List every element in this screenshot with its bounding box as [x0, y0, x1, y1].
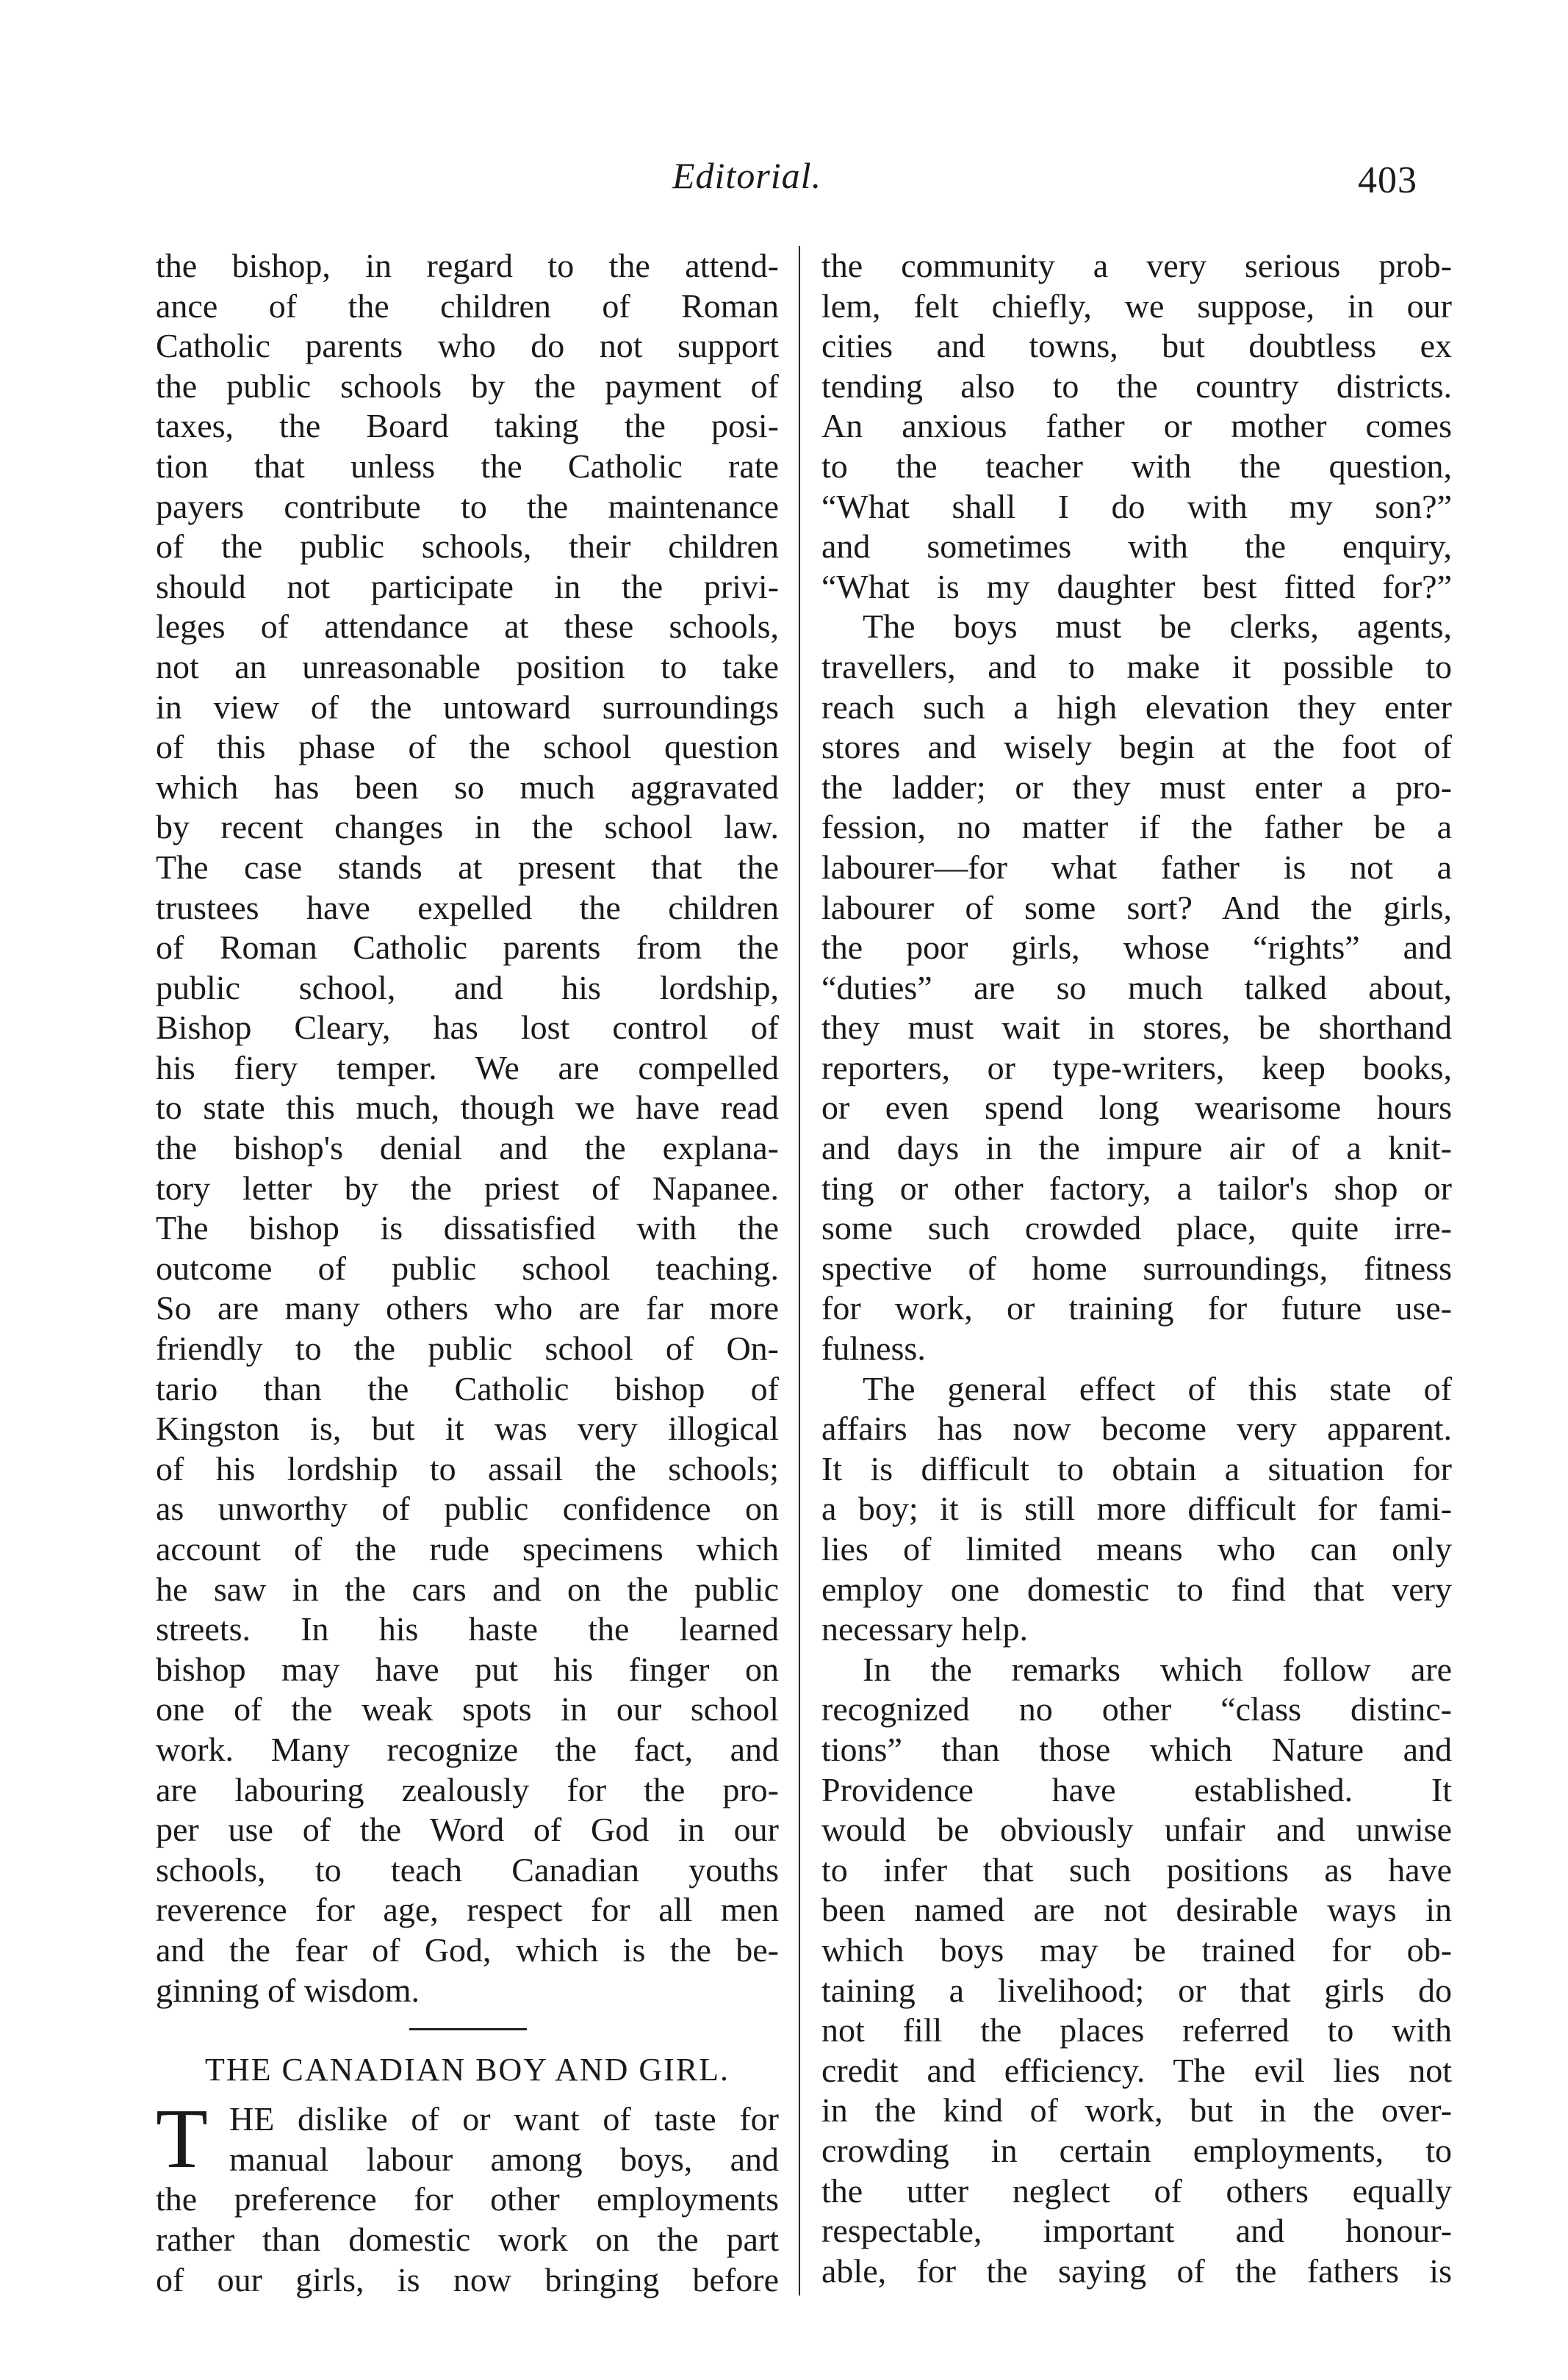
paragraph: [821, 607, 1452, 1368]
text-line: trustees have expelled the children: [156, 888, 779, 926]
text-line: lies of limited means who can only: [821, 1530, 1452, 1568]
text-line: Bishop Cleary, has lost control of: [156, 1009, 779, 1047]
text-line: HE dislike of or want of taste for: [229, 2100, 779, 2138]
text-line: of this phase of the school question: [156, 728, 779, 766]
text-line: or even spend long wearisome hours: [821, 1089, 1452, 1127]
text-line: not an unreasonable position to take: [156, 647, 779, 685]
left-column: [156, 246, 779, 2300]
text-line: for work, or training for future use-: [821, 1289, 1452, 1327]
text-line: to the teacher with the question,: [821, 447, 1452, 485]
text-line: taxes, the Board taking the posi-: [156, 407, 779, 445]
text-line: the public schools by the payment of: [156, 367, 779, 405]
text-line: a boy; it is still more difficult for fami-: [821, 1490, 1452, 1528]
text-line: lem, felt chiefly, we suppose, in our: [821, 286, 1452, 325]
text-line: able, for the saying of the fathers is: [821, 2251, 1452, 2290]
text-line: credit and efficiency. The evil lies not: [821, 2051, 1452, 2089]
right-column: [821, 246, 1452, 2291]
text-line: ance of the children of Roman: [156, 286, 779, 325]
text-line: rather than domestic work on the part: [156, 2220, 779, 2258]
text-line: Catholic parents who do not support: [156, 327, 779, 365]
text-line: ginning of wisdom.: [156, 1971, 420, 2009]
text-line: respectable, important and honour-: [821, 2212, 1452, 2250]
text-line: to state this much, though we have read: [156, 1089, 779, 1127]
text-line: in the kind of work, but in the over-: [821, 2091, 1452, 2130]
text-line: schools, to teach Canadian youths: [156, 1850, 779, 1889]
text-line: as unworthy of public confidence on: [156, 1490, 779, 1528]
text-line: bishop may have put his finger on: [156, 1650, 779, 1688]
text-line: in view of the untoward surroundings: [156, 688, 779, 726]
text-line: and sometimes with the enquiry,: [821, 527, 1452, 566]
text-line: In the remarks which follow are: [863, 1650, 1452, 1688]
text-line: per use of the Word of God in our: [156, 1811, 779, 1849]
text-line: The boys must be clerks, agents,: [863, 607, 1452, 646]
text-line: of Roman Catholic parents from the: [156, 928, 779, 967]
text-line: spective of home surroundings, fitness: [821, 1249, 1452, 1287]
text-line: “duties” are so much talked about,: [821, 968, 1452, 1006]
text-line: of the public schools, their children: [156, 527, 779, 566]
text-line: fulness.: [821, 1330, 926, 1368]
text-line: tending also to the country districts.: [821, 367, 1452, 405]
text-line: reverence for age, respect for all men: [156, 1891, 779, 1929]
text-line: reach such a high elevation they enter: [821, 688, 1452, 726]
text-line: “What shall I do with my son?”: [821, 487, 1452, 525]
text-line: account of the rude specimens which: [156, 1530, 779, 1568]
text-line: his fiery temper. We are compelled: [156, 1048, 779, 1086]
page-header: [0, 154, 1568, 213]
text-line: “What is my daughter best fitted for?”: [821, 567, 1452, 605]
paragraph: [821, 1650, 1452, 2292]
text-line: by recent changes in the school law.: [156, 808, 779, 846]
text-line: streets. In his haste the learned: [156, 1610, 779, 1648]
text-line: not fill the places referred to with: [821, 2011, 1452, 2049]
paragraph: [156, 246, 779, 2011]
column-rule: [799, 246, 800, 2296]
text-line: tion that unless the Catholic rate: [156, 447, 779, 485]
text-line: public school, and his lordship,: [156, 968, 779, 1006]
text-line: the bishop's denial and the explana-: [156, 1129, 779, 1167]
text-line: the community a very serious prob-: [821, 247, 1452, 284]
text-line: ting or other factory, a tailor's shop or: [821, 1169, 1452, 1207]
text-line: employ one domestic to find that very: [821, 1570, 1452, 1608]
text-line: fession, no matter if the father be a: [821, 808, 1452, 846]
text-line: of his lordship to assail the schools;: [156, 1449, 779, 1488]
text-line: It is difficult to obtain a situation for: [821, 1449, 1452, 1488]
text-line: the utter neglect of others equally: [821, 2171, 1452, 2210]
text-line: The case stands at present that the: [156, 848, 779, 886]
text-line: necessary help.: [821, 1610, 1028, 1648]
page-number: 403: [1358, 159, 1417, 201]
text-line: which boys may be trained for ob-: [821, 1930, 1452, 1969]
drop-cap: T: [156, 2092, 208, 2187]
text-line: he saw in the cars and on the public: [156, 1570, 779, 1608]
text-line: manual labour among boys, and: [229, 2140, 779, 2178]
text-line: travellers, and to make it possible to: [821, 647, 1452, 685]
text-line: which has been so much aggravated: [156, 768, 779, 806]
text-line: the preference for other employments: [156, 2180, 779, 2218]
running-title: Editorial.: [672, 155, 822, 196]
text-line: friendly to the public school of On-: [156, 1330, 779, 1368]
text-line: outcome of public school teaching.: [156, 1249, 779, 1287]
text-line: taining a livelihood; or that girls do: [821, 1971, 1452, 2009]
text-line: work. Many recognize the fact, and: [156, 1730, 779, 1768]
paragraph: [156, 2092, 779, 2300]
paragraph: [821, 1369, 1452, 1650]
text-line: affairs has now become very apparent.: [821, 1410, 1452, 1448]
text-line: tory letter by the priest of Napanee.: [156, 1169, 779, 1207]
text-line: to infer that such positions as have: [821, 1850, 1452, 1889]
text-line: are labouring zealously for the pro-: [156, 1770, 779, 1809]
section-divider: [409, 2028, 527, 2030]
text-line: The general effect of this state of: [863, 1369, 1452, 1407]
text-line: recognized no other “class distinc-: [821, 1690, 1452, 1728]
text-line: they must wait in stores, be shorthand: [821, 1009, 1452, 1047]
text-line: crowding in certain employments, to: [821, 2131, 1452, 2169]
text-line: payers contribute to the maintenance: [156, 487, 779, 525]
text-line: and the fear of God, which is the be-: [156, 1930, 779, 1969]
text-line: the ladder; or they must enter a pro-: [821, 768, 1452, 806]
text-line: leges of attendance at these schools,: [156, 607, 779, 646]
text-line: tions” than those which Nature and: [821, 1730, 1452, 1768]
text-line: one of the weak spots in our school: [156, 1690, 779, 1728]
text-line: labourer of some sort? And the girls,: [821, 888, 1452, 926]
text-line: The bishop is dissatisfied with the: [156, 1209, 779, 1247]
paragraph: [821, 246, 1452, 607]
text-line: An anxious father or mother comes: [821, 407, 1452, 445]
text-line: the poor girls, whose “rights” and: [821, 928, 1452, 967]
text-line: cities and towns, but doubtless ex: [821, 327, 1452, 365]
text-line: reporters, or type-writers, keep books,: [821, 1048, 1452, 1086]
text-line: tario than the Catholic bishop of: [156, 1369, 779, 1407]
text-line: of our girls, is now bringing before: [156, 2260, 779, 2298]
text-line: So are many others who are far more: [156, 1289, 779, 1327]
text-line: labourer—for what father is not a: [821, 848, 1452, 886]
text-line: the bishop, in regard to the attend-: [156, 247, 779, 284]
text-line: should not participate in the privi-: [156, 567, 779, 605]
text-line: been named are not desirable ways in: [821, 1891, 1452, 1929]
text-line: Kingston is, but it was very illogical: [156, 1410, 779, 1448]
text-line: would be obviously unfair and unwise: [821, 1811, 1452, 1849]
text-line: Providence have established. It: [821, 1770, 1452, 1809]
text-line: stores and wisely begin at the foot of: [821, 728, 1452, 766]
text-line: some such crowded place, quite irre-: [821, 1209, 1452, 1247]
text-line: and days in the impure air of a knit-: [821, 1129, 1452, 1167]
section-heading: THE CANADIAN BOY AND GIRL.: [205, 2052, 730, 2088]
